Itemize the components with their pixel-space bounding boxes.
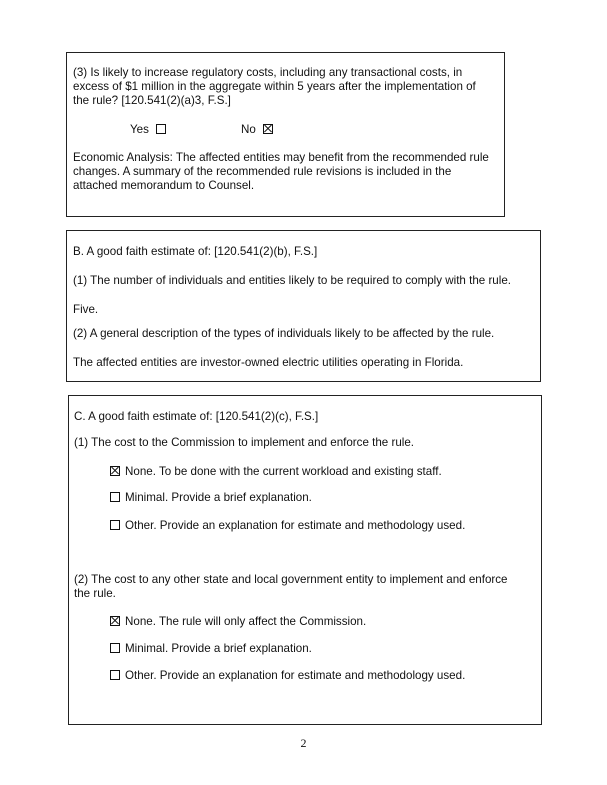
no-checkbox[interactable] — [263, 124, 273, 134]
q1-minimal-label: Minimal. Provide a brief explanation. — [125, 491, 312, 504]
section-b-box — [66, 230, 541, 382]
q1-option-other — [110, 519, 465, 533]
q1-option-none — [110, 465, 442, 479]
yes-label: Yes — [130, 123, 149, 136]
section-b-q2: (2) A general description of the types of individuals likely to be affected by the rule. — [73, 327, 495, 340]
no-label: No — [241, 123, 256, 136]
yes-checkbox[interactable] — [156, 124, 166, 134]
q3-text-line1: (3) Is likely to increase regulatory costs, including any transactional costs, in — [73, 66, 463, 79]
q2-option-none — [110, 615, 366, 629]
econ-analysis-line1: Economic Analysis: The affected entities may benefit from the recommended rule — [73, 151, 489, 164]
q1-option-minimal — [110, 491, 312, 505]
econ-analysis-line2: changes. A summary of the recommended rule revisions is included in the — [73, 165, 452, 178]
q1-other-label: Other. Provide an explanation for estimate and methodology used. — [125, 519, 466, 532]
q2-option-other — [110, 669, 465, 683]
q2-minimal-checkbox[interactable] — [110, 643, 120, 653]
section-c-q2-line1: (2) The cost to any other state and local government entity to implement and enforce — [74, 573, 508, 586]
section-b-q1: (1) The number of individuals and entities likely to be required to comply with the rule. — [73, 274, 511, 287]
q2-other-checkbox[interactable] — [110, 670, 120, 680]
q1-none-checkbox[interactable] — [110, 466, 120, 476]
q3-text-line3: the rule? [120.541(2)(a)3, F.S.] — [73, 94, 231, 107]
q1-none-label: None. To be done with the current workload and existing staff. — [125, 465, 442, 478]
section-a-box — [66, 52, 505, 217]
section-c-q1: (1) The cost to the Commission to implement and enforce the rule. — [74, 436, 415, 449]
q1-other-checkbox[interactable] — [110, 520, 120, 530]
no-option — [241, 123, 273, 137]
econ-analysis-line3: attached memorandum to Counsel. — [73, 179, 255, 192]
q2-other-label: Other. Provide an explanation for estimate and methodology used. — [125, 669, 466, 682]
q2-none-checkbox[interactable] — [110, 616, 120, 626]
section-b-a2: The affected entities are investor-owned electric utilities operating in Florida. — [73, 356, 464, 369]
section-b-a1: Five. — [73, 303, 99, 316]
q2-minimal-label: Minimal. Provide a brief explanation. — [125, 642, 312, 655]
q3-text-line2: excess of $1 million in the aggregate within 5 years after the implementation of — [73, 80, 476, 93]
page-number: 2 — [300, 736, 307, 750]
yes-option — [130, 123, 166, 137]
q2-none-label: None. The rule will only affect the Commission. — [125, 615, 367, 628]
section-c-box — [68, 395, 542, 725]
section-c-heading: C. A good faith estimate of: [120.541(2)(c), F.S.] — [74, 410, 319, 423]
q2-option-minimal — [110, 642, 312, 656]
section-c-q2-line2: the rule. — [74, 587, 116, 600]
q1-minimal-checkbox[interactable] — [110, 492, 120, 502]
section-b-heading: B. A good faith estimate of: [120.541(2)(b), F.S.] — [73, 245, 318, 258]
